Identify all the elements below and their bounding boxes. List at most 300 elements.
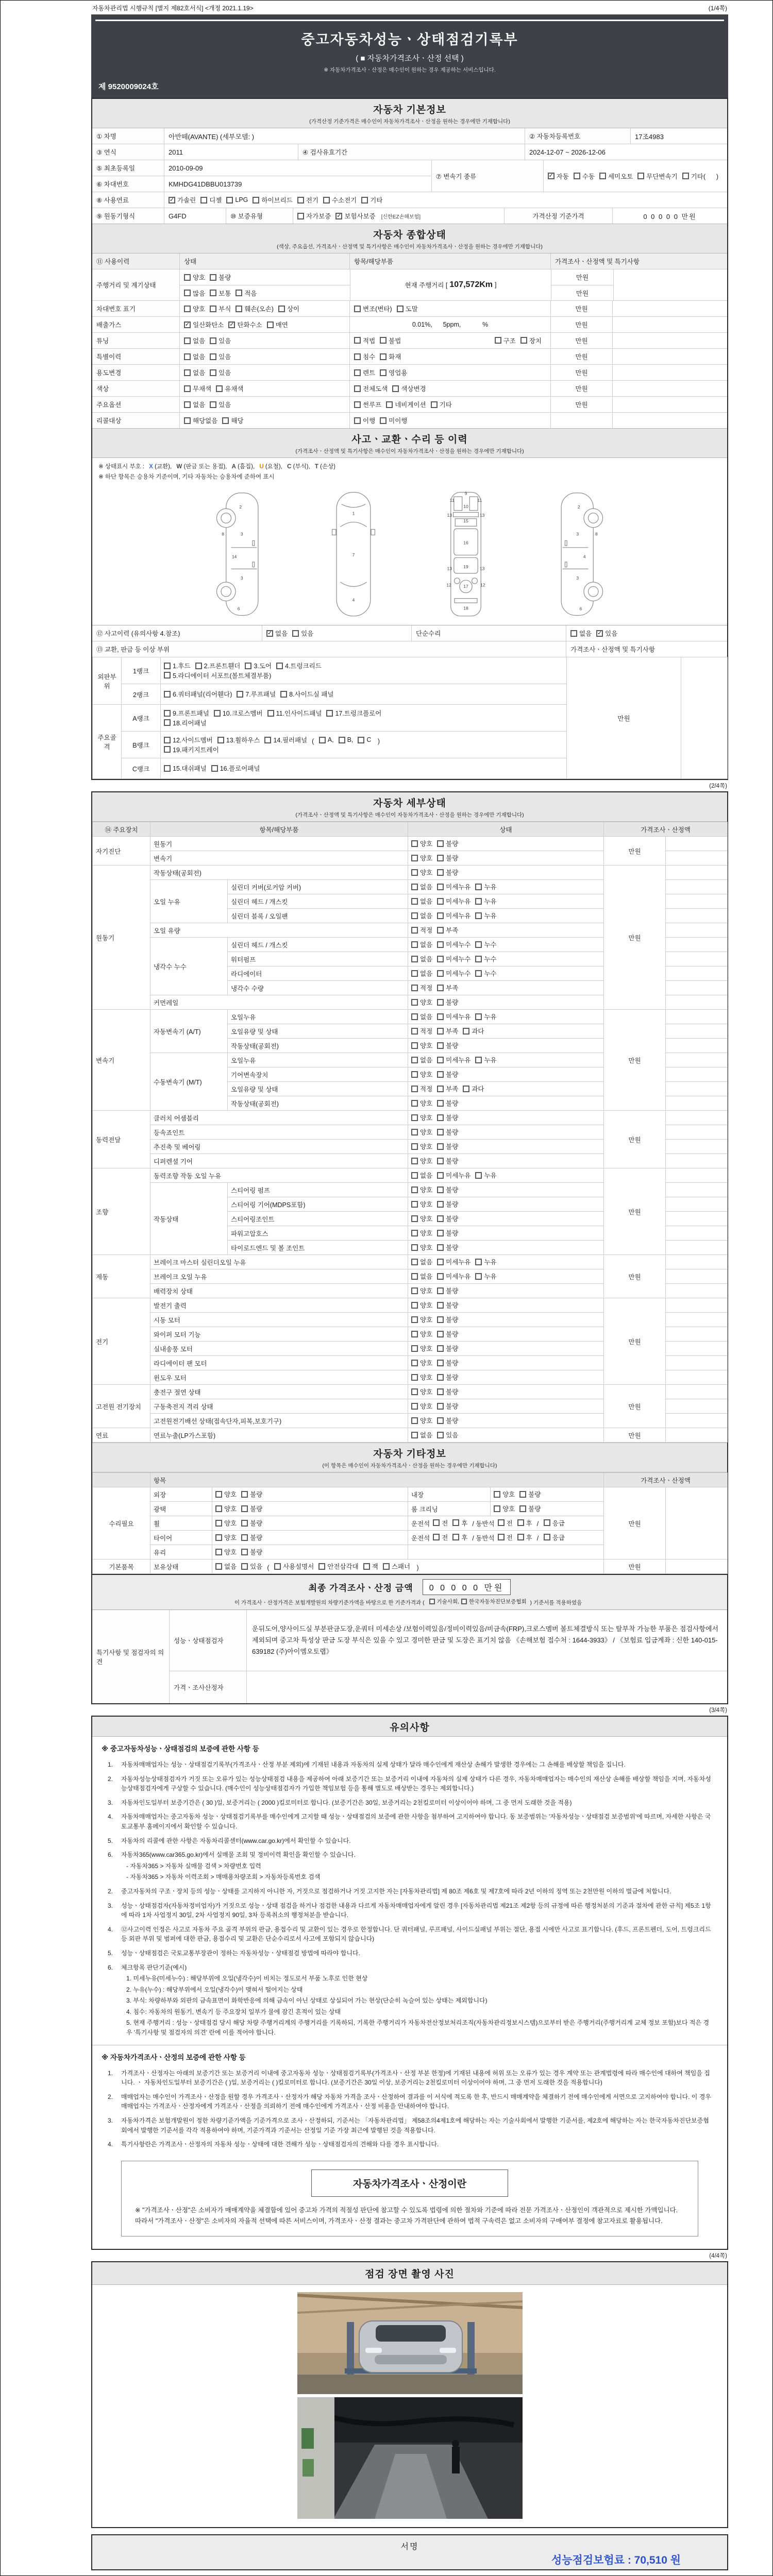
checkbox-양호[interactable] — [494, 1489, 515, 1499]
checkbox-장치[interactable] — [520, 336, 542, 345]
checkbox-후[interactable] — [452, 1533, 467, 1542]
checkbox-label: 불량 — [250, 1534, 263, 1542]
checkbox-불량[interactable] — [210, 273, 231, 282]
checkbox-mark — [437, 1201, 444, 1208]
item-오일유량 및 상태: 오일유량 및 상태 — [228, 1024, 408, 1039]
checkbox-10.크로스멤버[interactable] — [214, 708, 263, 718]
checkbox-미세누유[interactable] — [437, 1257, 470, 1266]
checkbox-응급[interactable] — [544, 1518, 565, 1528]
notice-item — [108, 2092, 714, 2111]
checkbox-적정[interactable] — [411, 1084, 432, 1093]
item-기어변속장치: 기어변속장치 — [228, 1067, 408, 1082]
car-diagram — [92, 482, 727, 625]
checkbox-미이행[interactable] — [380, 416, 407, 425]
checkbox-불량[interactable] — [437, 1156, 458, 1165]
checkbox-부족[interactable] — [437, 983, 458, 992]
checkbox-5.라디에이터 서포트(볼트체결부품)[interactable] — [164, 671, 271, 680]
checkbox-전[interactable] — [498, 1518, 513, 1528]
repair-price: 만원 — [604, 1487, 666, 1560]
checkbox-mark — [164, 746, 171, 753]
checkbox-불법[interactable] — [380, 336, 401, 345]
checkbox-mark — [411, 1244, 418, 1251]
checkbox-19.패키지트레이[interactable] — [164, 745, 219, 754]
checkbox-6.쿼터패널(리어휀다)[interactable] — [164, 689, 232, 699]
checkbox-불량[interactable] — [437, 1387, 458, 1396]
checkbox-C[interactable] — [358, 736, 371, 743]
checkbox-과다[interactable] — [463, 1026, 484, 1036]
checkbox-누유[interactable] — [475, 911, 496, 920]
checkbox-불량[interactable] — [437, 1228, 458, 1238]
checkbox-없음[interactable] — [411, 940, 432, 949]
checkbox-있음[interactable] — [210, 400, 231, 409]
checkbox-2.프론트휀더[interactable] — [195, 661, 241, 670]
checkbox-이행[interactable] — [354, 416, 375, 425]
checkbox-미세누유[interactable] — [437, 1171, 470, 1180]
checkbox-없음[interactable] — [184, 352, 205, 361]
checkbox-있음[interactable] — [596, 629, 617, 638]
checkbox-누수[interactable] — [475, 969, 496, 978]
checkbox-해당[interactable] — [222, 416, 243, 425]
checkbox-양호[interactable] — [411, 1214, 432, 1223]
checkbox-불량[interactable] — [437, 1329, 458, 1338]
checkbox-스패너[interactable] — [383, 1562, 410, 1571]
checkbox-사용설명서[interactable] — [274, 1562, 314, 1571]
checkbox-미세누수[interactable] — [437, 940, 470, 949]
checkbox-도말[interactable] — [397, 304, 418, 313]
checkbox-불량[interactable] — [437, 1070, 458, 1079]
checkbox-누유[interactable] — [475, 882, 496, 891]
checkbox-label: 누수 — [484, 956, 497, 963]
checkbox-불량[interactable] — [437, 1041, 458, 1050]
checkbox-적법[interactable] — [354, 336, 375, 345]
checkbox-누수[interactable] — [475, 940, 496, 949]
state-변속기 — [408, 851, 604, 866]
state-연료누출(LP가스포함) — [408, 1428, 604, 1443]
checkbox-불량[interactable] — [241, 1533, 262, 1542]
checkbox-자가보증[interactable] — [297, 211, 331, 221]
checkbox-17.트렁크플로어[interactable] — [326, 708, 381, 718]
checkbox-적정[interactable] — [411, 983, 432, 992]
checkbox-label: 있음 — [219, 401, 231, 409]
checkbox-mark — [437, 970, 444, 977]
checkbox-불량[interactable] — [437, 1243, 458, 1252]
checkbox-무단변속기[interactable] — [637, 172, 677, 181]
checkbox-양호[interactable] — [411, 1329, 432, 1338]
overall-state-table — [92, 253, 727, 428]
checkbox-mark — [475, 898, 482, 905]
checkbox-1.후드[interactable] — [164, 661, 191, 670]
vinmark-label: 차대번호 표기 — [92, 301, 180, 316]
checkbox-없음[interactable] — [266, 629, 288, 638]
checkbox-9.프론트패널[interactable] — [164, 708, 209, 718]
checkbox-누수[interactable] — [475, 954, 496, 963]
state-파워고압호스 — [408, 1226, 604, 1241]
checkbox-가솔린[interactable] — [169, 195, 196, 205]
checkbox-썬루프[interactable] — [354, 400, 381, 409]
checkbox-label: 없음 — [420, 898, 433, 906]
checkbox-잭[interactable] — [363, 1562, 378, 1571]
checkbox-없음[interactable] — [184, 368, 205, 377]
checkbox-없음[interactable] — [411, 1257, 432, 1266]
checkbox-미세누유[interactable] — [437, 882, 470, 891]
checkbox-누유[interactable] — [475, 1055, 496, 1064]
checkbox-보통[interactable] — [210, 289, 231, 298]
checkbox-label: 불량 — [250, 1520, 263, 1528]
checkbox-전기[interactable] — [297, 195, 318, 205]
checkbox-mark — [475, 1273, 482, 1280]
overall-state-header — [92, 224, 727, 253]
checkbox-보험사보증[interactable] — [335, 211, 375, 221]
checkbox-안전삼각대[interactable] — [318, 1562, 358, 1571]
checkbox-label: 미세누수 — [446, 970, 471, 978]
checkbox-LPG[interactable] — [226, 196, 248, 204]
checkbox-기타( )[interactable] — [682, 172, 718, 181]
checkbox-16.플로어패널[interactable] — [211, 764, 260, 773]
checkbox-양호[interactable] — [411, 1113, 432, 1122]
checkbox-mark — [411, 1432, 418, 1438]
checkbox-mark — [475, 884, 482, 890]
svg-text:10: 10 — [463, 504, 468, 510]
checkbox-불량[interactable] — [437, 1127, 458, 1137]
checkbox-기타[interactable] — [431, 400, 452, 409]
checkbox-label: 기타 — [439, 401, 452, 409]
checkbox-불량[interactable] — [437, 1286, 458, 1295]
checkbox-화재[interactable] — [380, 352, 401, 361]
checkbox-불량[interactable] — [437, 997, 458, 1007]
checkbox-불량[interactable] — [437, 1401, 458, 1411]
text: 운전석 — [411, 1520, 430, 1528]
remark — [666, 837, 728, 851]
checkbox-13.휠하우스[interactable] — [217, 735, 260, 744]
checkbox-mark — [200, 197, 207, 204]
emission-label: 배출가스 — [92, 317, 180, 332]
checkbox-적정[interactable] — [411, 925, 432, 935]
detail-row — [93, 1010, 728, 1024]
checkbox-양호[interactable] — [184, 304, 205, 313]
checkbox-부족[interactable] — [437, 1084, 458, 1093]
checkbox-불량[interactable] — [437, 853, 458, 862]
checkbox-양호[interactable] — [411, 997, 432, 1007]
checkbox-mark — [184, 401, 191, 408]
checkbox-불량[interactable] — [437, 1372, 458, 1382]
checkbox-양호[interactable] — [411, 1315, 432, 1324]
checkbox-구조[interactable] — [495, 336, 516, 345]
emission-remark — [613, 317, 727, 332]
checkbox-양호[interactable] — [494, 1504, 515, 1513]
state-와이퍼 모터 기능 — [408, 1327, 604, 1342]
checkbox-mark — [437, 1273, 444, 1280]
checkbox-미세누유[interactable] — [437, 911, 470, 920]
checkbox-불량[interactable] — [437, 868, 458, 877]
checkbox-mark — [215, 1534, 222, 1541]
checkbox-훼손(오손)[interactable] — [236, 304, 274, 313]
checkbox-과다[interactable] — [463, 1084, 484, 1093]
detail-subtitle: (가격조사ㆍ산정액 및 특기사항은 매수인이 자동차가격조사ㆍ산정을 원하는 경우에만 기재합니다) — [295, 812, 524, 818]
checkbox-있음[interactable] — [292, 629, 313, 638]
checkbox-label: 후 — [526, 1534, 532, 1541]
checkbox-있음[interactable] — [241, 1562, 262, 1571]
checkbox-없음[interactable] — [411, 1012, 432, 1021]
checkbox-유채색[interactable] — [216, 384, 243, 393]
checkbox-양호[interactable] — [411, 839, 432, 848]
checkbox-누유[interactable] — [475, 1012, 496, 1021]
checkbox-불량[interactable] — [241, 1547, 262, 1556]
checkbox-양호[interactable] — [411, 868, 432, 877]
checkbox-누유[interactable] — [475, 1257, 496, 1266]
checkbox-없음[interactable] — [215, 1562, 237, 1571]
checkbox-불량[interactable] — [437, 1098, 458, 1108]
checkbox-양호[interactable] — [411, 1127, 432, 1137]
checkbox-누유[interactable] — [475, 1171, 496, 1180]
notice-subitem: 2. 누유(누수) : 해당부위에서 오일(냉각수)이 맺혀서 떨어지는 상태 — [126, 1986, 303, 1993]
checkbox-8.사이드실 패널[interactable] — [280, 689, 333, 699]
notice-number: 4. — [108, 1925, 113, 1933]
checkbox-양호[interactable] — [411, 1156, 432, 1165]
checkbox-불량[interactable] — [437, 1416, 458, 1425]
checkbox-불량[interactable] — [437, 1214, 458, 1223]
checkbox-양호[interactable] — [411, 1372, 432, 1382]
checkbox-mark — [452, 1534, 459, 1540]
room-cleaning-label: 룸 크리닝 — [408, 1502, 491, 1516]
checkbox-mark — [411, 1388, 418, 1395]
checkbox-양호[interactable] — [411, 1228, 432, 1238]
checkbox-기술사회,[interactable] — [429, 1598, 460, 1605]
checkbox-label: 없음 — [193, 369, 206, 377]
checkbox-mark — [437, 985, 444, 991]
car-diagram-side-right — [547, 488, 610, 620]
checkbox-mark — [184, 369, 191, 376]
final-price-note — [92, 1598, 727, 1606]
checkbox-14.필러패널[interactable] — [264, 735, 307, 744]
checkbox-3.도어[interactable] — [245, 661, 272, 670]
checkbox-누유[interactable] — [475, 1272, 496, 1281]
checkbox-탄화수소[interactable] — [228, 320, 262, 329]
svg-text:1: 1 — [352, 511, 355, 516]
checkbox-불량[interactable] — [241, 1504, 262, 1513]
checkbox-label: 도말 — [405, 306, 418, 313]
checkbox-없음[interactable] — [570, 629, 592, 638]
rank-table — [92, 657, 728, 779]
checkbox-있음[interactable] — [210, 368, 231, 377]
checkbox-없음[interactable] — [411, 896, 432, 906]
item-작동상태(공회전): 작동상태(공회전) — [228, 1096, 408, 1111]
notice-number: 6. — [108, 1963, 113, 1971]
checkbox-mark — [237, 691, 243, 698]
main-options-state — [180, 397, 350, 412]
checkbox-하이브리드[interactable] — [253, 195, 292, 205]
color-item — [350, 381, 551, 396]
checkbox-전[interactable] — [433, 1533, 448, 1542]
checkbox-한국자동차진단보증협회[interactable] — [461, 1598, 527, 1605]
checkbox-mark — [184, 306, 191, 312]
checkbox-있음[interactable] — [210, 336, 231, 345]
checkbox-양호[interactable] — [411, 1243, 432, 1252]
checkbox-불량[interactable] — [437, 1300, 458, 1310]
checkbox-미세누유[interactable] — [437, 1272, 470, 1281]
checkbox-불량[interactable] — [437, 1185, 458, 1194]
checkbox-4.트렁크리드[interactable] — [276, 661, 322, 670]
checkbox-미세누수[interactable] — [437, 969, 470, 978]
checkbox-양호[interactable] — [411, 1300, 432, 1310]
checkbox-전[interactable] — [433, 1518, 448, 1528]
checkbox-양호[interactable] — [411, 1142, 432, 1151]
checkbox-양호[interactable] — [411, 853, 432, 862]
main-options-remark — [613, 397, 727, 412]
checkbox-영업용[interactable] — [380, 368, 407, 377]
checkbox-미세누수[interactable] — [437, 954, 470, 963]
checkbox-18.리어패널[interactable] — [164, 718, 207, 727]
checkbox-적정[interactable] — [411, 1026, 432, 1036]
checkbox-12.사이드멤버[interactable] — [164, 735, 213, 744]
checkbox-수동[interactable] — [574, 172, 595, 181]
checkbox-양호[interactable] — [215, 1533, 237, 1542]
checkbox-불량[interactable] — [437, 1344, 458, 1353]
checkbox-불량[interactable] — [437, 1358, 458, 1367]
checkbox-mark — [437, 941, 444, 948]
svg-text:13: 13 — [479, 513, 485, 518]
checkbox-적음[interactable] — [236, 289, 257, 298]
notice-text: 매매업자는 매수인이 가격조사ㆍ산정을 원할 경우 가격조사ㆍ산정자가 해당 자동차 가격을 조사ㆍ산정하여 결과를 이 서식에 적도록 한 후, 반드시 매매계약을 체결하기 전에 매수인에게 서면으로 고지하여야 합니다. 이 경우 매매업자는 가격조사ㆍ산정자에게 가격조사ㆍ산정을 의뢰하기 전에 매수인에게 가격조사ㆍ산정 비용을 안내하여야 합니다. — [121, 2093, 711, 2110]
checkbox-불량[interactable] — [437, 1315, 458, 1324]
checkbox-부족[interactable] — [437, 925, 458, 935]
checkbox-양호[interactable] — [215, 1489, 237, 1499]
special-history-price: 만원 — [551, 349, 613, 364]
checkbox-렌트[interactable] — [354, 368, 375, 377]
item-워터펌프: 워터펌프 — [228, 952, 408, 967]
checkbox-없음[interactable] — [411, 911, 432, 920]
remark — [666, 851, 728, 866]
checkbox-네비게이션[interactable] — [386, 400, 426, 409]
checkbox-양호[interactable] — [411, 1098, 432, 1108]
checkbox-없음[interactable] — [411, 1430, 432, 1439]
checkbox-A,[interactable] — [319, 736, 334, 743]
mileage-label: 주행거리 및 계기상태 — [92, 269, 180, 300]
checkbox-미세누유[interactable] — [437, 896, 470, 906]
remark — [666, 1385, 728, 1399]
checkbox-일산화탄소[interactable] — [184, 320, 224, 329]
checkbox-자동[interactable] — [548, 172, 569, 181]
checkbox-불량[interactable] — [241, 1518, 262, 1528]
checkbox-label: 양호 — [420, 1360, 433, 1367]
checkbox-세미오토[interactable] — [599, 172, 633, 181]
overall-col-usage: ⑪ 사용이력 — [92, 253, 180, 269]
checkbox-7.루프패널[interactable] — [237, 689, 276, 699]
checkbox-기타[interactable] — [361, 195, 382, 205]
checkbox-침수[interactable] — [354, 352, 375, 361]
checkbox-없음[interactable] — [411, 882, 432, 891]
checkbox-mark — [437, 999, 444, 1006]
checkbox-label: 불량 — [446, 1388, 459, 1396]
checkbox-부족[interactable] — [437, 1026, 458, 1036]
checkbox-양호[interactable] — [411, 1344, 432, 1353]
checkbox-해당없음[interactable] — [184, 416, 217, 425]
checkbox-후[interactable] — [517, 1518, 532, 1528]
checkbox-label: 미세누수 — [446, 956, 471, 963]
checkbox-11.인사이드패널[interactable] — [267, 708, 322, 718]
recall-remark — [613, 413, 727, 428]
checkbox-응급[interactable] — [544, 1533, 565, 1542]
checkbox-후[interactable] — [517, 1533, 532, 1542]
checkbox-불량[interactable] — [437, 839, 458, 848]
checkbox-색상변경[interactable] — [392, 384, 426, 393]
checkbox-없음[interactable] — [411, 1272, 432, 1281]
color-remark — [613, 381, 727, 396]
appraiser-label: 가격ㆍ조사산정자 — [170, 1671, 247, 1703]
checkbox-없음[interactable] — [411, 954, 432, 963]
checkbox-많음[interactable] — [184, 289, 205, 298]
checkbox-B,[interactable] — [339, 736, 354, 743]
checkbox-불량[interactable] — [519, 1489, 541, 1499]
checkbox-무채색[interactable] — [184, 384, 211, 393]
checkbox-양호[interactable] — [411, 1401, 432, 1411]
checkbox-양호[interactable] — [411, 1286, 432, 1295]
checkbox-15.대쉬패널[interactable] — [164, 764, 207, 773]
overall-col-state: 상태 — [180, 253, 350, 269]
checkbox-누유[interactable] — [475, 896, 496, 906]
checkbox-양호[interactable] — [184, 273, 205, 282]
checkbox-있음[interactable] — [437, 1430, 458, 1439]
checkbox-수소전기[interactable] — [323, 195, 357, 205]
room-cleaning-options — [491, 1502, 604, 1516]
checkbox-매연[interactable] — [267, 320, 288, 329]
checkbox-디젤[interactable] — [200, 195, 222, 205]
checkbox-있음[interactable] — [210, 352, 231, 361]
checkbox-없음[interactable] — [184, 400, 205, 409]
checkbox-전[interactable] — [498, 1533, 513, 1542]
checkbox-양호[interactable] — [411, 1041, 432, 1050]
state-원동기 — [408, 837, 604, 851]
checkbox-변조(변타)[interactable] — [354, 304, 392, 313]
checkbox-양호[interactable] — [215, 1518, 237, 1528]
checkbox-상이[interactable] — [278, 304, 299, 313]
checkbox-양호[interactable] — [411, 1185, 432, 1194]
checkbox-없음[interactable] — [411, 969, 432, 978]
checkbox-불량[interactable] — [437, 1142, 458, 1151]
checkbox-양호[interactable] — [411, 1070, 432, 1079]
checkbox-부식[interactable] — [210, 304, 231, 313]
checkbox-미세누유[interactable] — [437, 1055, 470, 1064]
checkbox-양호[interactable] — [411, 1358, 432, 1367]
notice-item — [108, 2069, 714, 2088]
checkbox-양호[interactable] — [411, 1416, 432, 1425]
state-라디에이터 — [408, 967, 604, 981]
checkbox-없음[interactable] — [184, 336, 205, 345]
checkbox-후[interactable] — [452, 1518, 467, 1528]
checkbox-불량[interactable] — [519, 1504, 541, 1513]
checkbox-양호[interactable] — [411, 1199, 432, 1209]
accident-title: 사고ㆍ교환ㆍ수리 등 이력 — [351, 434, 468, 445]
checkbox-없음[interactable] — [411, 1171, 432, 1180]
checkbox-양호[interactable] — [215, 1547, 237, 1556]
page1-box — [91, 98, 728, 780]
item-브레이크 마스터 실린더오일 누유: 브레이크 마스터 실린더오일 누유 — [150, 1255, 408, 1269]
checkbox-불량[interactable] — [437, 1113, 458, 1122]
checkbox-mark — [164, 710, 171, 717]
checkbox-전체도색[interactable] — [354, 384, 388, 393]
checkbox-label: 적법 — [363, 337, 376, 345]
checkbox-없음[interactable] — [411, 1055, 432, 1064]
detail-header — [92, 792, 727, 822]
checkbox-label: 14.필러패널 — [273, 737, 308, 744]
checkbox-mark — [210, 369, 216, 376]
checkbox-양호[interactable] — [411, 1387, 432, 1396]
checkbox-양호[interactable] — [215, 1504, 237, 1513]
checkbox-불량[interactable] — [241, 1489, 262, 1499]
checkbox-mark — [494, 1491, 500, 1498]
checkbox-불량[interactable] — [437, 1199, 458, 1209]
checkbox-미세누유[interactable] — [437, 1012, 470, 1021]
recall-item — [350, 413, 551, 428]
